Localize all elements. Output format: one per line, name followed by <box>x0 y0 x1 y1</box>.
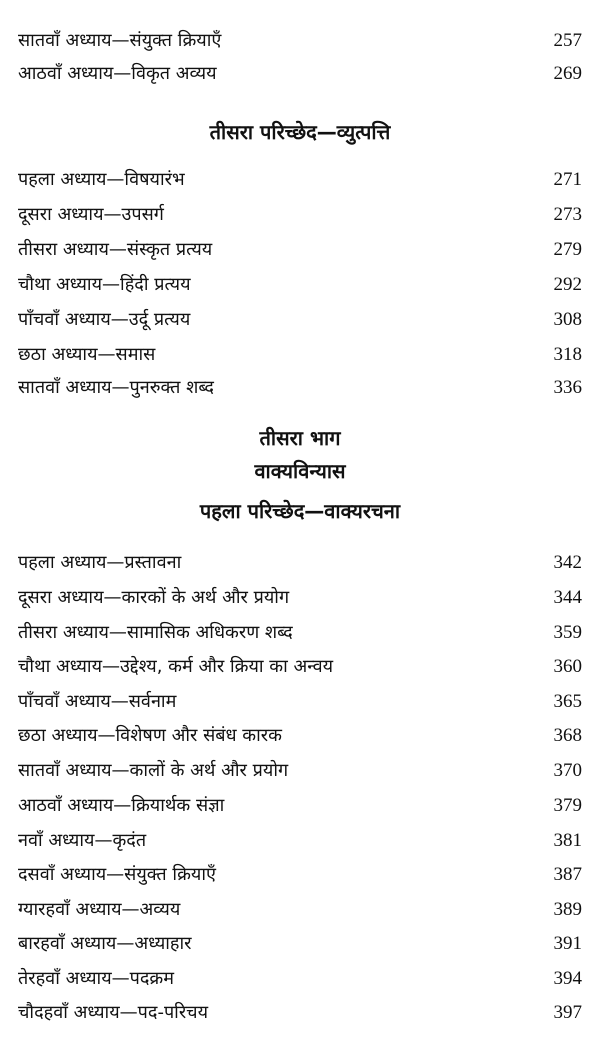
entry-title: ग्यारहवाँ अध्याय—अव्यय <box>18 899 181 920</box>
entry-page: 379 <box>553 795 582 816</box>
entry-title: नवाँ अध्याय—कृदंत <box>18 830 147 851</box>
entry-page: 292 <box>553 274 582 295</box>
entry-page: 273 <box>553 204 582 225</box>
entry-title: छठा अध्याय—समास <box>18 344 156 365</box>
entry-title: दूसरा अध्याय—उपसर्ग <box>18 204 164 225</box>
entry-title: तेरहवाँ अध्याय—पदक्रम <box>18 968 175 989</box>
toc-entry <box>18 789 582 823</box>
toc-entry <box>18 303 582 337</box>
section-heading-etymology: तीसरा परिच्छेद—व्युत्पत्ति <box>209 120 391 144</box>
entry-page: 336 <box>553 377 582 398</box>
part-heading: तीसरा भाग <box>259 426 341 450</box>
entry-page: 368 <box>553 725 582 746</box>
entry-page: 342 <box>553 552 582 573</box>
entry-title: सातवाँ अध्याय—कालों के अर्थ और प्रयोग <box>18 760 289 781</box>
entry-page: 389 <box>553 899 582 920</box>
entry-title: पहला अध्याय—प्रस्तावना <box>18 552 182 573</box>
entry-title: दसवाँ अध्याय—संयुक्त क्रियाएँ <box>18 864 216 885</box>
entry-page: 308 <box>553 309 582 330</box>
toc-entry <box>18 24 582 58</box>
toc-entry <box>18 824 582 858</box>
entry-title: सातवाँ अध्याय—पुनरुक्त शब्द <box>18 377 214 398</box>
entry-page: 394 <box>553 968 582 989</box>
section-heading-syntax: पहला परिच्छेद—वाक्यरचना <box>199 499 401 523</box>
entry-title: पाँचवाँ अध्याय—सर्वनाम <box>18 691 177 712</box>
entry-page: 397 <box>553 1002 582 1023</box>
entry-title: पाँचवाँ अध्याय—उर्दू प्रत्यय <box>18 309 191 330</box>
entry-page: 279 <box>553 239 582 260</box>
toc-entry <box>18 371 582 405</box>
entry-page: 344 <box>553 587 582 608</box>
toc-entry <box>18 268 582 302</box>
entry-page: 269 <box>553 63 582 84</box>
toc-entry <box>18 962 582 996</box>
entry-page: 365 <box>553 691 582 712</box>
entry-title: पहला अध्याय—विषयारंभ <box>18 169 185 190</box>
toc-entry <box>18 233 582 267</box>
entry-title: चौथा अध्याय—उद्देश्य, कर्म और क्रिया का अन्वय <box>18 656 334 677</box>
toc-entry <box>18 338 582 372</box>
entry-title: आठवाँ अध्याय—क्रियार्थक संज्ञा <box>18 795 225 816</box>
toc-entry <box>18 719 582 753</box>
toc-entry <box>18 546 582 580</box>
entry-title: तीसरा अध्याय—संस्कृत प्रत्यय <box>18 239 213 260</box>
toc-entry <box>18 685 582 719</box>
entry-title: दूसरा अध्याय—कारकों के अर्थ और प्रयोग <box>18 587 290 608</box>
entry-title: बारहवाँ अध्याय—अध्याहार <box>18 933 192 954</box>
toc-entry <box>18 616 582 650</box>
toc-entry <box>18 57 582 91</box>
entry-title: सातवाँ अध्याय—संयुक्त क्रियाएँ <box>18 30 222 51</box>
toc-entry <box>18 163 582 197</box>
entry-title: तीसरा अध्याय—सामासिक अधिकरण शब्द <box>18 622 293 643</box>
toc-entry <box>18 581 582 615</box>
part-title-heading: वाक्यविन्यास <box>254 459 346 483</box>
entry-title: छठा अध्याय—विशेषण और संबंध कारक <box>18 725 282 746</box>
toc-entry <box>18 198 582 232</box>
toc-entry <box>18 927 582 961</box>
toc-entry <box>18 893 582 927</box>
toc-entry <box>18 996 582 1030</box>
toc-entry <box>18 650 582 684</box>
entry-page: 387 <box>553 864 582 885</box>
entry-page: 271 <box>553 169 582 190</box>
entry-title: चौदहवाँ अध्याय—पद-परिचय <box>18 1002 209 1023</box>
entry-page: 257 <box>553 30 582 51</box>
entry-page: 359 <box>553 622 582 643</box>
entry-title: आठवाँ अध्याय—विकृत अव्यय <box>18 63 217 84</box>
toc-entry <box>18 858 582 892</box>
entry-page: 391 <box>553 933 582 954</box>
entry-page: 318 <box>553 344 582 365</box>
entry-title: चौथा अध्याय—हिंदी प्रत्यय <box>18 274 191 295</box>
entry-page: 360 <box>553 656 582 677</box>
entry-page: 381 <box>553 830 582 851</box>
toc-entry <box>18 754 582 788</box>
entry-page: 370 <box>553 760 582 781</box>
